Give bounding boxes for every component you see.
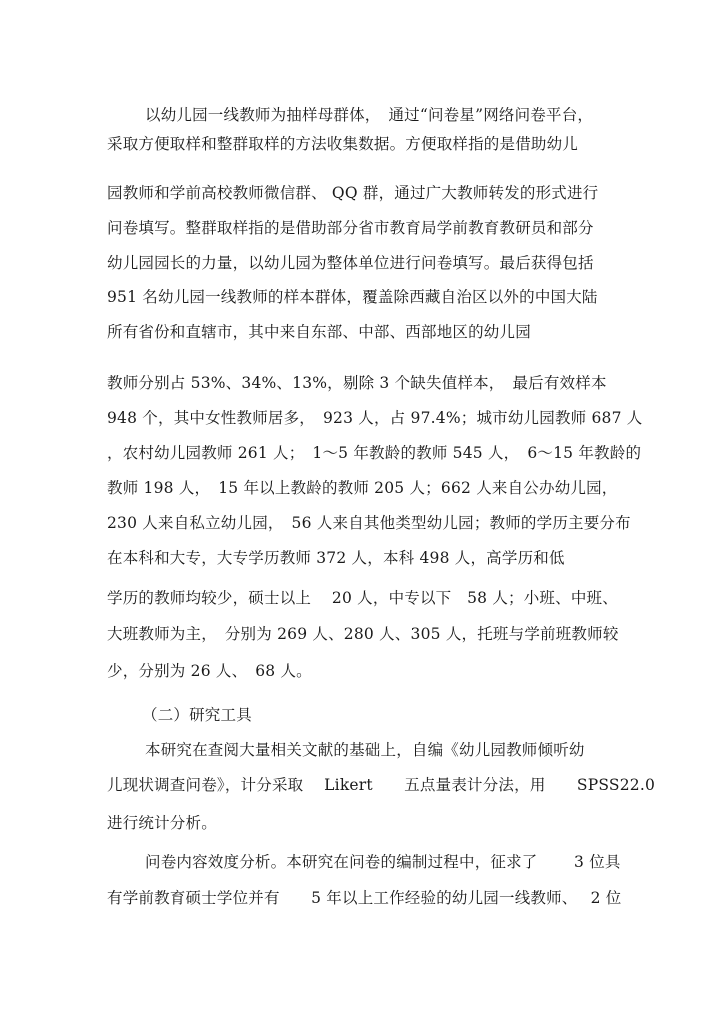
text-line: 所有省份和直辖市，其中来自东部、中部、西部地区的幼儿园: [107, 323, 531, 341]
text-line: 大班教师为主， 分别为 269 人、280 人、305 人，托班与学前班教师较: [107, 625, 619, 643]
section-heading: （二）研究工具: [142, 706, 252, 724]
text-line: 问卷内容效度分析。本研究在问卷的编制过程中，征求了 3 位具: [145, 853, 621, 871]
text-line: 采取方便取样和整群取样的方法收集数据。方便取样指的是借助幼儿: [107, 135, 579, 153]
text-line: 进行统计分析。: [107, 814, 217, 832]
text-line: 教师分别占 53%、34%、13%，剔除 3 个缺失值样本， 最后有效样本: [107, 374, 607, 392]
text-line: 教师 198 人， 15 年以上教龄的教师 205 人；662 人来自公办幼儿园，: [107, 479, 618, 497]
text-line: 230 人来自私立幼儿园， 56 人来自其他类型幼儿园；教师的学历主要分布: [107, 514, 631, 532]
text-line: 园教师和学前高校教师微信群、 QQ 群，通过广大教师转发的形式进行: [107, 184, 599, 202]
text-line: 少，分别为 26 人、 68 人。: [107, 662, 312, 680]
text-line: 本研究在查阅大量相关文献的基础上，自编《幼儿园教师倾听幼: [145, 741, 585, 759]
text-line: 以幼儿园一线教师为抽样母群体， 通过“问卷星”网络问卷平台，: [145, 106, 594, 124]
text-line: 问卷填写。整群取样指的是借助部分省市教育局学前教育教研员和部分: [107, 219, 594, 237]
text-line: ，农村幼儿园教师 261 人； 1～5 年教龄的教师 545 人， 6～15 年教龄的: [107, 444, 642, 462]
text-line: 儿现状调查问卷》，计分采取 Likert 五点量表计分法，用 SPSS22.0: [107, 776, 656, 794]
text-line: 在本科和大专，大专学历教师 372 人，本科 498 人，高学历和低: [107, 549, 565, 567]
text-line: 有学前教育硕士学位并有 5 年以上工作经验的幼儿园一线教师、 2 位: [107, 889, 622, 907]
text-line: 951 名幼儿园一线教师的样本群体，覆盖除西藏自治区以外的中国大陆: [107, 288, 598, 306]
text-line: 学历的教师均较少，硕士以上 20 人，中专以下 58 人；小班、中班、: [107, 589, 618, 607]
text-line: 幼儿园园长的力量，以幼儿园为整体单位进行问卷填写。最后获得包括: [107, 254, 594, 272]
text-line: 948 个，其中女性教师居多， 923 人，占 97.4%；城市幼儿园教师 687 人: [107, 409, 643, 427]
